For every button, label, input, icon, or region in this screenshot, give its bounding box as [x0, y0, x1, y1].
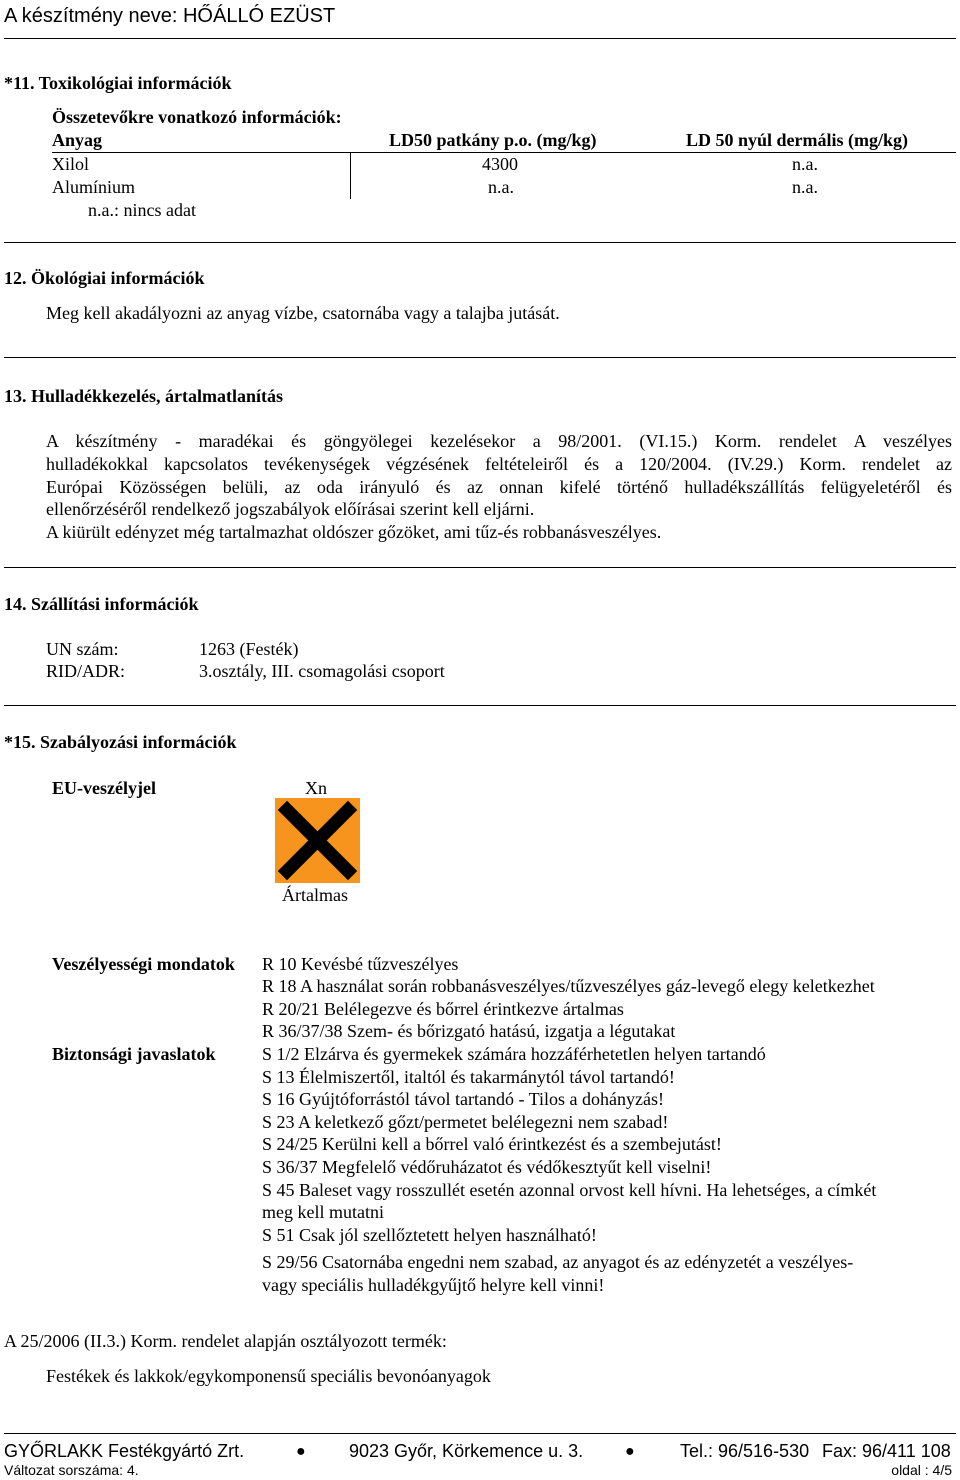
- risk-phrase: R 10 Kevésbé tűzveszélyes: [262, 954, 459, 974]
- table-header-ld50-dermal: LD 50 nyúl dermális (mg/kg): [686, 130, 909, 150]
- footer-page-number: oldal : 4/5: [891, 1462, 952, 1478]
- un-number-value: 1263 (Festék): [199, 639, 299, 659]
- un-number-label: UN szám:: [46, 639, 119, 659]
- table-header-ld50-oral: LD50 patkány p.o. (mg/kg): [389, 130, 597, 150]
- safety-phrase: S 29/56 Csatornába engedni nem szabad, az anyagot és az edényzetét a veszélyes-: [262, 1252, 854, 1272]
- safety-phrase: S 23 A keletkező gőzt/permetet belélegezni nem szabad!: [262, 1112, 669, 1132]
- rid-adr-value: 3.osztály, III. csomagolási csoport: [199, 661, 445, 681]
- table-header-substance: Anyag: [52, 130, 103, 150]
- safety-phrase: vagy speciális hulladékgyűjtő helyre kell vinni!: [262, 1275, 605, 1295]
- eu-hazard-label: EU-veszélyjel: [52, 778, 156, 798]
- safety-phrase: S 24/25 Kerülni kell a bőrrel való érintkezést és a szembejutást!: [262, 1134, 722, 1154]
- waste-text-line: Európai Közösségen belüli, az oda irányuló és az onnan kifelé történő hulladékszállítás felügyeletéről és: [46, 477, 952, 497]
- ecology-text: Meg kell akadályozni az anyag vízbe, csatornába vagy a talajba jutását.: [46, 303, 560, 323]
- product-category: Festékek és lakkok/egykomponensű speciális bevonóanyagok: [46, 1366, 491, 1386]
- safety-phrase: S 51 Csak jól szellőztetett helyen használható!: [262, 1225, 597, 1245]
- table-cell-ld50-oral: 4300: [482, 154, 518, 174]
- section-15-heading: *15. Szabályozási információk: [4, 732, 237, 752]
- table-footnote: n.a.: nincs adat: [88, 200, 196, 220]
- section-12-heading: 12. Ökológiai információk: [4, 268, 205, 288]
- footer-version: Változat sorszáma: 4.: [4, 1462, 139, 1478]
- table-cell-ld50-dermal: n.a.: [792, 177, 818, 197]
- safety-phrase: S 13 Élelmiszertől, italtól és takarmánytól távol tartandó!: [262, 1067, 675, 1087]
- footer-bullet: ●: [625, 1443, 635, 1460]
- safety-phrase: S 45 Baleset vagy rosszullét esetén azonnal orvost kell hívni. Ha lehetséges, a címkét: [262, 1180, 877, 1200]
- risk-phrase: R 36/37/38 Szem- és bőrizgató hatású, izgatja a légutakat: [262, 1021, 676, 1041]
- table-cell-ld50-dermal: n.a.: [792, 154, 818, 174]
- waste-text-line: hulladékokkal kapcsolatos tevékenységek végzésének feltételeiről és a 120/2004. (IV.29.) Korm. rendelet az: [46, 454, 952, 474]
- classification-statement: A 25/2006 (II.3.) Korm. rendelet alapján osztályozott termék:: [4, 1331, 447, 1351]
- section-divider: [4, 242, 956, 243]
- footer-company: GYŐRLAKK Festékgyártó Zrt.: [4, 1441, 245, 1461]
- safety-phrase: S 1/2 Elzárva és gyermekek számára hozzáférhetetlen helyen tartandó: [262, 1044, 766, 1064]
- harmful-hazard-icon: [275, 798, 360, 883]
- section-13-heading: 13. Hulladékkezelés, ártalmatlanítás: [4, 386, 283, 406]
- risk-phrase: R 20/21 Belélegezve és bőrrel érintkezve ártalmas: [262, 999, 624, 1019]
- table-column-divider: [350, 153, 351, 199]
- safety-phrases-label: Biztonsági javaslatok: [52, 1044, 216, 1064]
- footer-bullet: ●: [296, 1443, 306, 1460]
- section-11-subheading: Összetevőkre vonatkozó információk:: [52, 107, 342, 127]
- footer-phone: Tel.: 96/516-530: [680, 1441, 810, 1461]
- waste-text-line: A kiürült edényzet még tartalmazhat oldószer gőzöket, ami tűz-és robbanásveszélyes.: [46, 522, 662, 542]
- safety-phrase: S 36/37 Megfelelő védőruházatot és védőkesztyűt kell viselni!: [262, 1157, 712, 1177]
- section-divider: [4, 705, 956, 706]
- section-14-heading: 14. Szállítási információk: [4, 594, 199, 614]
- footer-address: 9023 Győr, Körkemence u. 3.: [349, 1441, 584, 1461]
- waste-text-line: A készítmény - maradékai és göngyölegei kezelésekor a 98/2001. (VI.15.) Korm. rendelet A veszélyes: [46, 431, 952, 451]
- waste-text-line: ellenőrzéséről rendelkező jogszabályok előírásai szerint kell eljárni.: [46, 499, 535, 519]
- rid-adr-label: RID/ADR:: [46, 661, 126, 681]
- risk-phrases-label: Veszélyességi mondatok: [52, 954, 235, 974]
- document-title: A készítmény neve: HŐÁLLÓ EZÜST: [4, 5, 336, 27]
- hazard-symbol-code: Xn: [305, 778, 327, 798]
- header-divider: [4, 38, 956, 39]
- footer-divider: [4, 1433, 956, 1434]
- hazard-symbol-name: Ártalmas: [282, 885, 348, 905]
- section-11-heading: *11. Toxikológiai információk: [4, 73, 232, 93]
- footer-fax: Fax: 96/411 108: [822, 1441, 951, 1461]
- safety-phrase: S 16 Gyújtóforrástól távol tartandó - Tilos a dohányzás!: [262, 1089, 664, 1109]
- safety-phrase: meg kell mutatni: [262, 1202, 384, 1222]
- table-cell-substance: Xilol: [52, 154, 90, 174]
- risk-phrase: R 18 A használat során robbanásveszélyes/tűzveszélyes gáz-levegő elegy keletkezhet: [262, 976, 875, 996]
- table-cell-ld50-oral: n.a.: [488, 177, 514, 197]
- section-divider: [4, 567, 956, 568]
- table-cell-substance: Alumínium: [52, 177, 136, 197]
- section-divider: [4, 357, 956, 358]
